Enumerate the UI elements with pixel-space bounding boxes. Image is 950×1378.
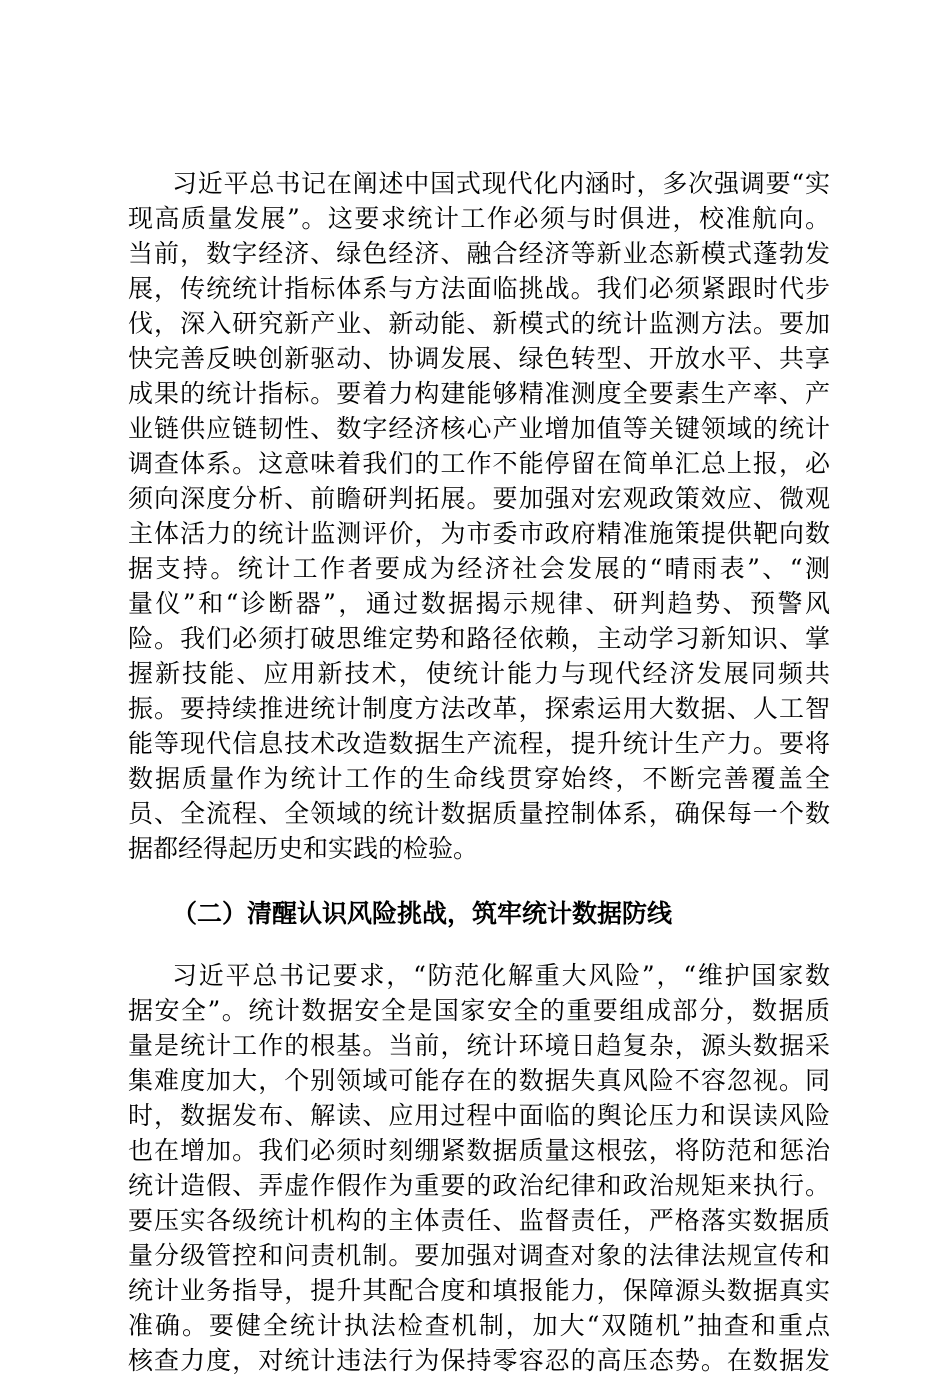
text-line: 统计业务指导，提升其配合度和填报能力，保障源头数据真实 [128, 1276, 830, 1305]
text-line: 展，传统统计指标体系与方法面临挑战。我们必须紧跟时代步 [128, 274, 830, 303]
text-line: 习近平总书记在阐述中国式现代化内涵时，多次强调要“实 [172, 169, 830, 198]
text-line: 业链供应链韧性、数字经济核心产业增加值等关键领域的统计 [128, 414, 830, 443]
section-heading-2: （二）清醒认识风险挑战，筑牢统计数据防线 [172, 899, 673, 928]
text-line: 核查力度，对统计违法行为保持零容忍的高压态势。在数据发 [128, 1346, 830, 1375]
text-line: 险。我们必须打破思维定势和路径依赖，主动学习新知识、掌 [128, 624, 830, 653]
text-line: 成果的统计指标。要着力构建能够精准测度全要素生产率、产 [128, 379, 830, 408]
text-line: 握新技能、应用新技术，使统计能力与现代经济发展同频共 [128, 659, 830, 688]
text-line: 主体活力的统计监测评价，为市委市政府精准施策提供靶向数 [128, 519, 830, 548]
text-line: 据安全”。统计数据安全是国家安全的重要组成部分，数据质 [128, 996, 830, 1025]
text-line: 集难度加大，个别领域可能存在的数据失真风险不容忽视。同 [128, 1066, 830, 1095]
text-line: 调查体系。这意味着我们的工作不能停留在简单汇总上报，必 [128, 449, 830, 478]
text-line: 准确。要健全统计执法检查机制，加大“双随机”抽查和重点 [128, 1311, 830, 1340]
text-line: 据支持。统计工作者要成为经济社会发展的“晴雨表”、“测 [128, 554, 830, 583]
text-line: 量仪”和“诊断器”，通过数据揭示规律、研判趋势、预警风 [128, 589, 830, 618]
text-line: 伐，深入研究新产业、新动能、新模式的统计监测方法。要加 [128, 309, 830, 338]
text-line: 也在增加。我们必须时刻绷紧数据质量这根弦，将防范和惩治 [128, 1136, 830, 1165]
text-line: 统计造假、弄虚作假作为重要的政治纪律和政治规矩来执行。 [128, 1171, 830, 1200]
text-line: 量分级管控和问责机制。要加强对调查对象的法律法规宣传和 [128, 1241, 830, 1270]
text-line: 员、全流程、全领域的统计数据质量控制体系，确保每一个数 [128, 799, 830, 828]
text-line: 振。要持续推进统计制度方法改革，探索运用大数据、人工智 [128, 694, 830, 723]
text-line: 现高质量发展”。这要求统计工作必须与时俱进，校准航向。 [128, 204, 830, 233]
paragraph-1 [128, 166, 830, 866]
text-line: 量是统计工作的根基。当前，统计环境日趋复杂，源头数据采 [128, 1031, 830, 1060]
text-line: 须向深度分析、前瞻研判拓展。要加强对宏观政策效应、微观 [128, 484, 830, 513]
text-line: 快完善反映创新驱动、协调发展、绿色转型、开放水平、共享 [128, 344, 830, 373]
text-line: 数据质量作为统计工作的生命线贯穿始终，不断完善覆盖全 [128, 764, 830, 793]
document-page [128, 166, 830, 1378]
text-line: 据都经得起历史和实践的检验。 [128, 834, 479, 863]
paragraph-2 [128, 958, 830, 1378]
text-line: 时，数据发布、解读、应用过程中面临的舆论压力和误读风险 [128, 1101, 830, 1130]
text-line: 当前，数字经济、绿色经济、融合经济等新业态新模式蓬勃发 [128, 239, 830, 268]
text-line: 要压实各级统计机构的主体责任、监督责任，严格落实数据质 [128, 1206, 830, 1235]
text-line: 能等现代信息技术改造数据生产流程，提升统计生产力。要将 [128, 729, 830, 758]
text-line: 习近平总书记要求，“防范化解重大风险”，“维护国家数 [172, 961, 830, 990]
